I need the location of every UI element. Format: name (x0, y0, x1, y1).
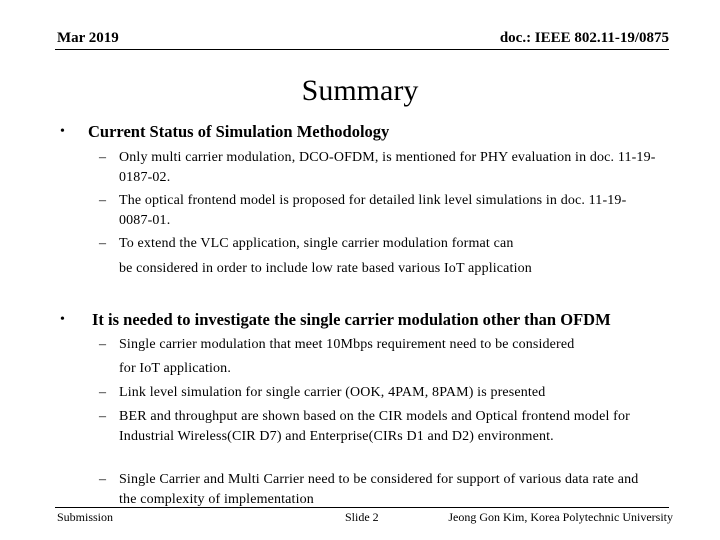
dash-marker: – (99, 337, 107, 352)
sub-bullet (99, 383, 659, 403)
sub-bullet-text: Single carrier modulation that meet 10Mbps requirement need to be considered (119, 337, 575, 352)
dash-marker: – (99, 150, 107, 165)
sub-bullet (99, 148, 659, 188)
dash-marker: – (99, 385, 107, 400)
sub-bullet-continuation (99, 259, 659, 279)
sub-bullet-text: The optical frontend model is proposed for detailed link level simulations in doc. 11-19-0087-01. (119, 193, 627, 228)
sub-bullet-text: Only multi carrier modulation, DCO-OFDM, is mentioned for PHY evaluation in doc. 11-19-0187-02. (119, 150, 656, 185)
footer-rule (55, 507, 669, 508)
bullet-marker: • (60, 312, 65, 327)
sub-bullet-text: Link level simulation for single carrier (OOK, 4PAM, 8PAM) is presented (119, 385, 546, 400)
dash-marker: – (99, 193, 107, 208)
bullet-marker: • (60, 124, 65, 139)
header-doc-number: doc.: IEEE 802.11-19/0875 (499, 30, 669, 46)
footer-submission: Submission (57, 510, 114, 524)
sub-bullet-text: BER and throughput are shown based on the CIR models and Optical frontend model for Industrial Wireless(CIR D7) and Enterprise(CIRs D1 and D2) environment. (119, 409, 630, 444)
sub-bullet-text: be considered in order to include low rate based various IoT application (119, 261, 532, 276)
dash-marker: – (99, 472, 107, 487)
dash-marker: – (99, 409, 107, 424)
sub-bullet (99, 234, 659, 254)
sub-bullet-text: Single Carrier and Multi Carrier need to be considered for support of various data rate and the complexity of implementation (119, 472, 639, 507)
sub-bullet-continuation (99, 359, 659, 379)
bullet-heading: Current Status of Simulation Methodology (88, 122, 390, 141)
sub-bullet (99, 335, 659, 355)
dash-marker: – (99, 236, 107, 251)
sub-bullet (99, 407, 659, 447)
sub-bullet (99, 470, 659, 510)
sub-bullet (99, 191, 659, 231)
sub-bullet-text: To extend the VLC application, single carrier modulation format can (119, 236, 514, 251)
footer-slide-number: Slide 2 (345, 510, 379, 524)
header-rule (55, 49, 669, 50)
header-date: Mar 2019 (57, 30, 119, 46)
bullet-heading: It is needed to investigate the single carrier modulation other than OFDM (92, 310, 611, 329)
footer-author: Jeong Gon Kim, Korea Polytechnic University (448, 510, 673, 524)
slide-title: Summary (301, 74, 419, 107)
sub-bullet-text: for IoT application. (119, 361, 231, 376)
